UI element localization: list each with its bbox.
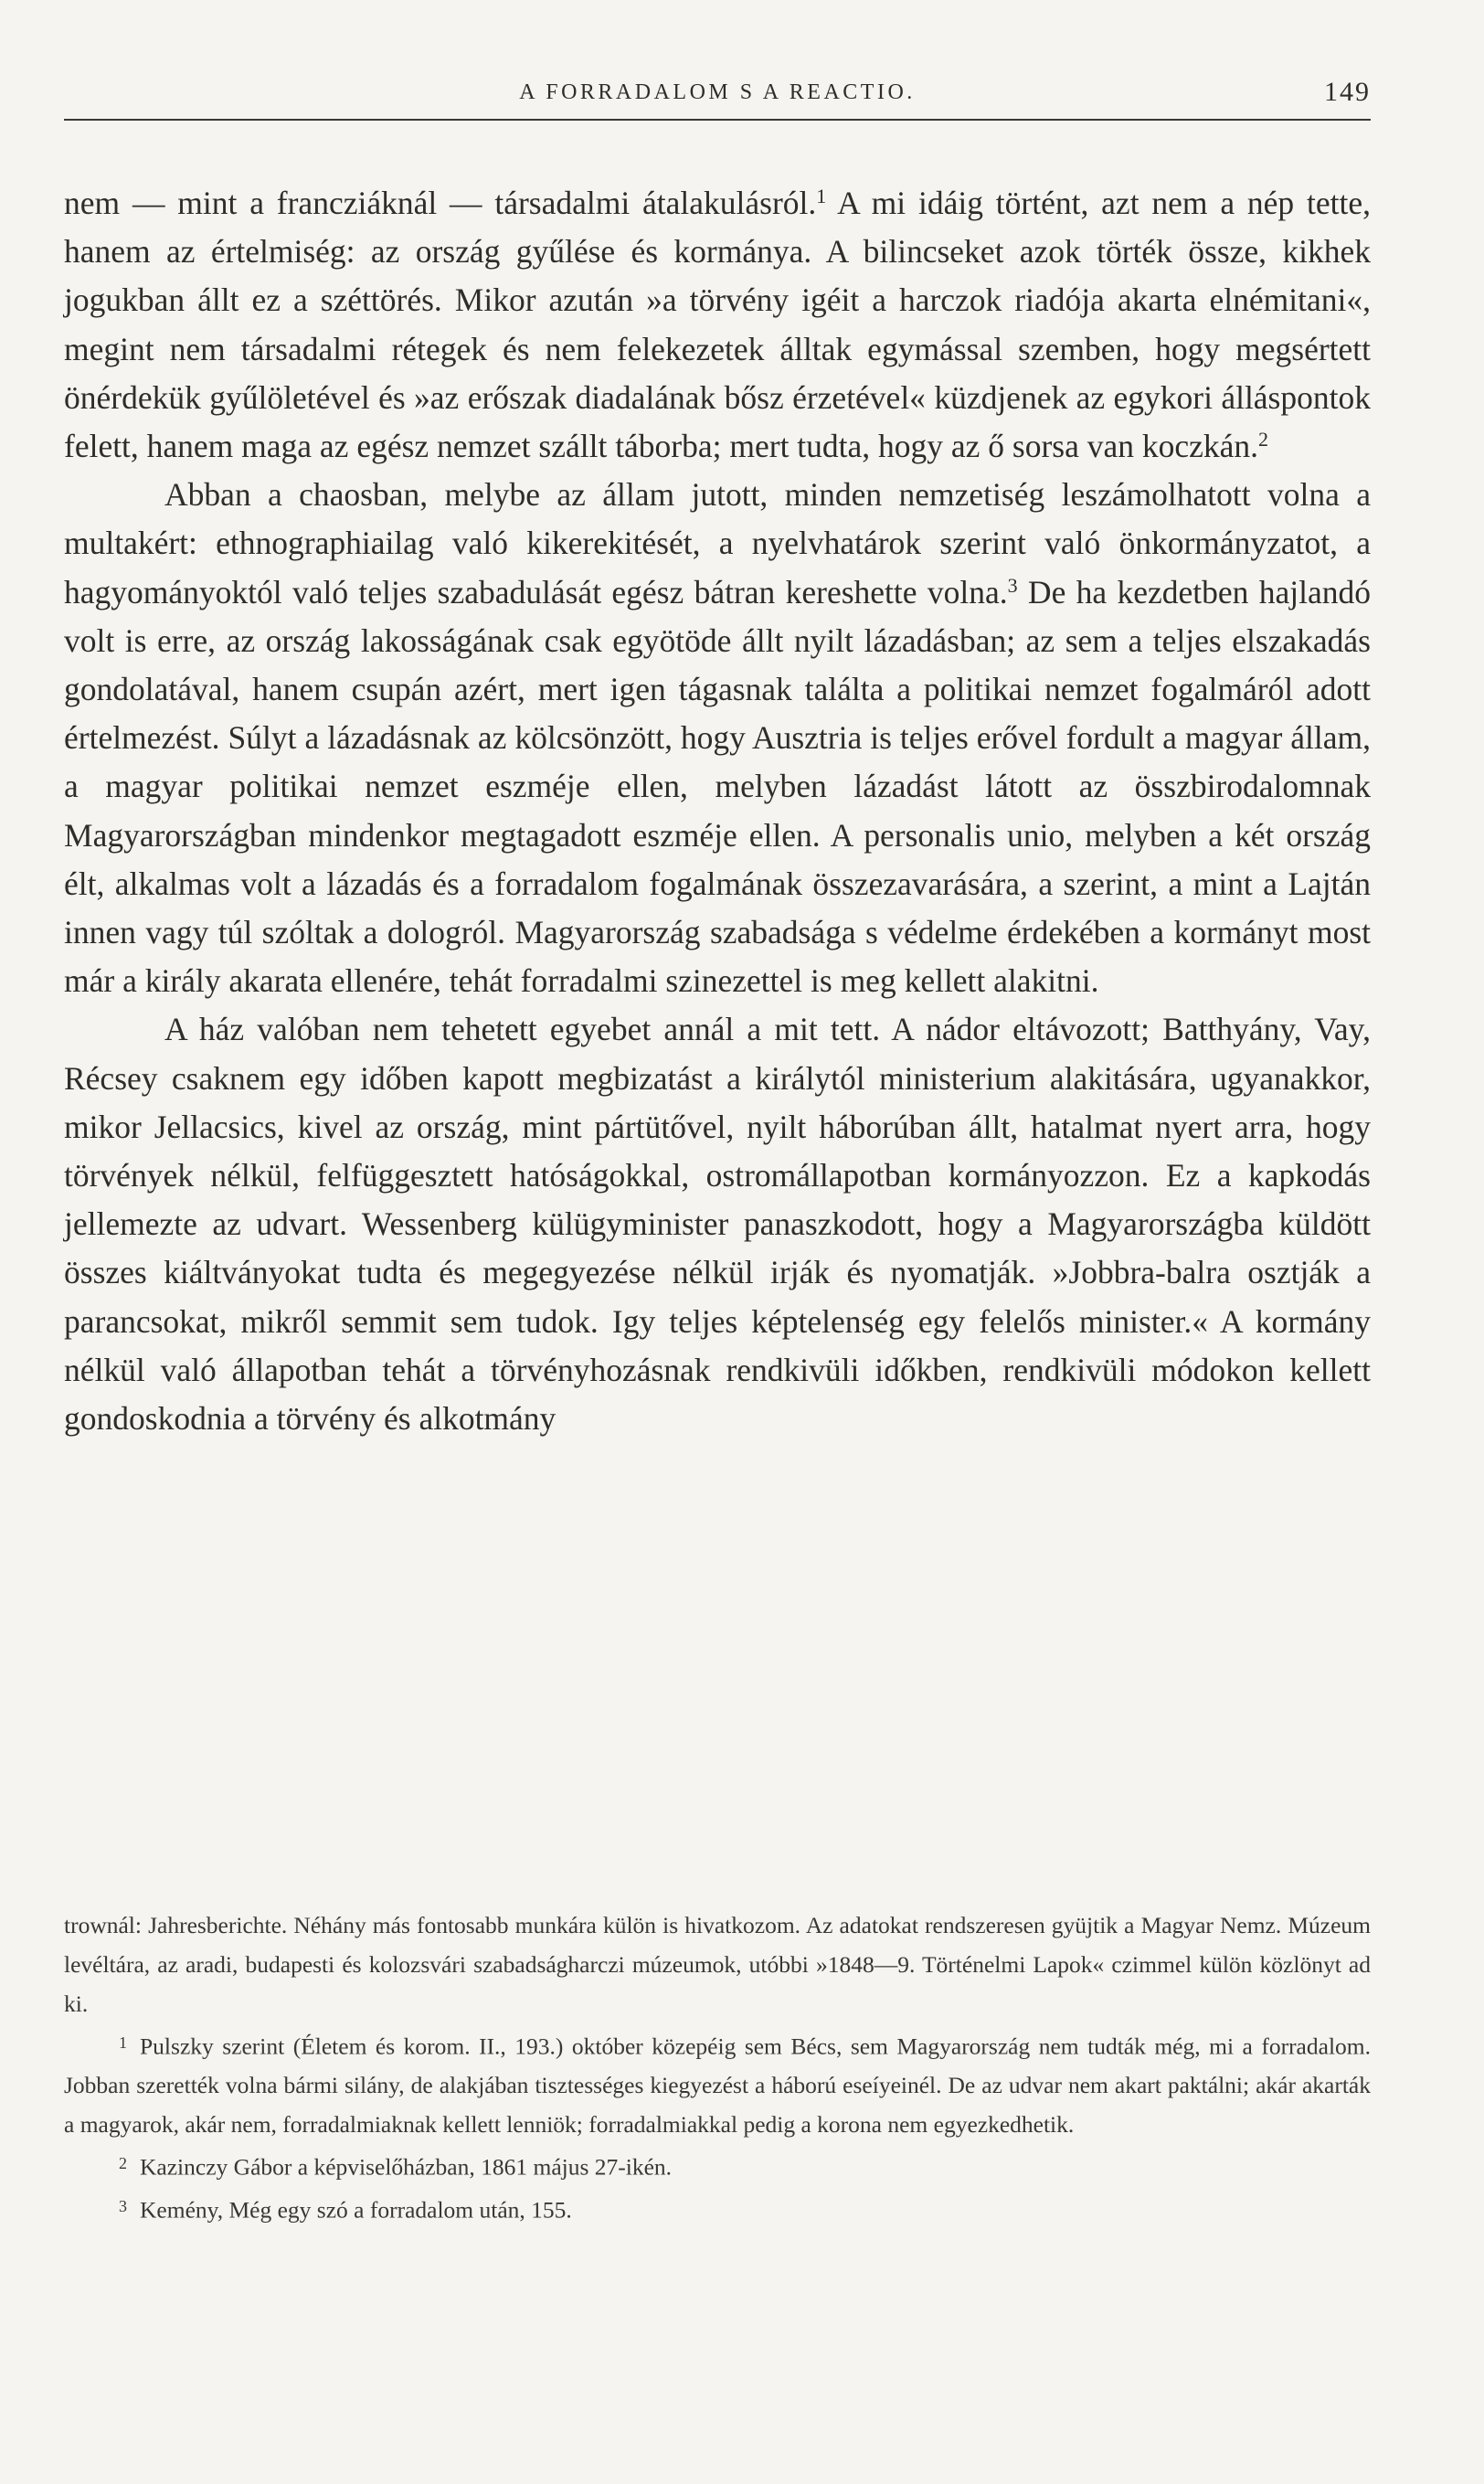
paragraph-text: De ha kezdetben hajlandó volt is erre, az ország lakosságának csak egyötöde állt nyilt lázadásban; az sem a teljes elszakadás gondolatával, hanem csupán azért, mert igen tágasnak találta a politikai nemzet fogalmáról adott értelmezést. Súlyt a lázadásnak az kölcsönzött, hogy Ausztria is teljes erővel fordult a magyar állam, a magyar politikai nemzet eszméje ellen, melyben lázadást látott az összbirodalomnak Magyarországban mindenkor megtagadott eszméje ellen. A personalis unio, melyben a két ország élt, alkalmas volt a lázadás és a forradalom fogalmának összezavarására, a szerint, a mint a Lajtán innen vagy túl szóltak a dologról. Magyarország szabadsága s védelme érdekében a kormányt most már a király akarata ellenére, tehát forradalmi szinezettel is meg kellett alakitni.	[64, 573, 1371, 1000]
paragraph-text: A mi idáig történt, azt nem a nép tette, hanem az értelmiség: az ország gyűlése és kormánya. A bilincseket azok törték össze, kikhek jogukban állt ez a széttörés. Mikor azután »a törvény igéit a harczok riadója akarta elnémitani«, megint nem társadalmi rétegek és nem felekezetek álltak egymással szemben, hogy megsértett önérdekük gyűlöletével és »az erőszak diadalának bősz érzetével« küzdjenek az egykori álláspontok felett, hanem maga az egész nemzet szállt táborba; mert tudta, hogy az ő sorsa van koczkán.	[64, 185, 1371, 465]
paragraph-text: A ház valóban nem tehetett egyebet annál a mit tett. A nádor eltávozott; Batthyány, Vay, Récsey csaknem egy időben kapott megbizatást a királytól ministerium alakitására, ugyanakkor, mikor Jellacsics, kivel az ország, mint pártütővel, nyilt háborúban állt, hatalmat nyert arra, hogy törvények nélkül, felfüggesztett hatóságokkal, ostromállapotban kormányozzon. Ez a kapkodás jellemezte az udvart. Wessenberg külügyminister panaszkodott, hogy a Magyarországba küldött összes kiáltványokat tudta és megegyezése nélkül irják és nyomatják. »Jobbra-balra osztják a parancsokat, mikről semmit sem tudok. Igy teljes képtelenség egy felelős minister.« A kormány nélkül való állapotban tehát a törvényhozásnak rendkivüli időkben, rendkivüli módokon kellett gondoskodnia a törvény és alkotmány	[64, 1011, 1371, 1438]
footnote-mark: 1	[119, 2033, 127, 2052]
paragraph	[64, 471, 1371, 1005]
footnote-continuation: trownál: Jahresberichte. Néhány más fontosabb munkára külön is hivatkozom. Az adatokat rendszeresen gyüjtik a Magyar Nemz. Múzeum levéltára, az aradi, budapesti és kolozsvári szabadságharczi múzeumok, utóbbi »1848—9. Történelmi Lapok« czimmel külön közlönyt ad ki.	[64, 1912, 1371, 2017]
paragraph	[64, 179, 1371, 471]
footnote	[64, 2144, 1371, 2186]
footnote-mark: 3	[119, 2196, 127, 2215]
footnotes	[64, 1905, 1371, 2229]
paragraph-text: Abban a chaosban, melybe az állam jutott, minden nemzetiség leszámolhatott volna a multakért: ethnographiailag való kikerekitését, a nyelvhatárok szerint való önkormányzatot, a hagyományoktól való teljes szabadulását egész bátran kereshette volna.	[64, 476, 1371, 610]
page-header	[64, 77, 1371, 121]
footnote	[64, 2023, 1371, 2144]
main-text	[64, 179, 1371, 1443]
footnote-text: Kazinczy Gábor a képviselőházban, 1861 május 27-ikén.	[140, 2153, 673, 2181]
footnote-text: Kemény, Még egy szó a forradalom után, 155.	[140, 2195, 572, 2223]
footnote-reference: 2	[1258, 427, 1269, 451]
footnote	[64, 2187, 1371, 2229]
footnote-reference: 3	[1007, 573, 1018, 597]
running-title: A FORRADALOM S A REACTIO.	[519, 80, 916, 104]
footnote-mark: 2	[119, 2154, 127, 2173]
footnote-text: Pulszky szerint (Életem és korom. II., 193.) október közepéig sem Bécs, sem Magyarország nem tudták még, mi a forradalom. Jobban szerették volna bármi silány, de alakjában tisztességes kiegyezést a háború eseíyeinél. De az udvar nem akart paktálni; akár akarták a magyarok, akár nem, forradalmiaknak kellett lenniök; forradalmiakkal pedig a korona nem egyezkedhetik.	[64, 2033, 1371, 2139]
paragraph	[64, 1005, 1371, 1443]
page-number: 149	[1324, 77, 1371, 107]
paragraph-text: nem — mint a francziáknál — társadalmi átalakulásról.	[64, 185, 817, 221]
footnote-reference: 1	[816, 184, 827, 207]
